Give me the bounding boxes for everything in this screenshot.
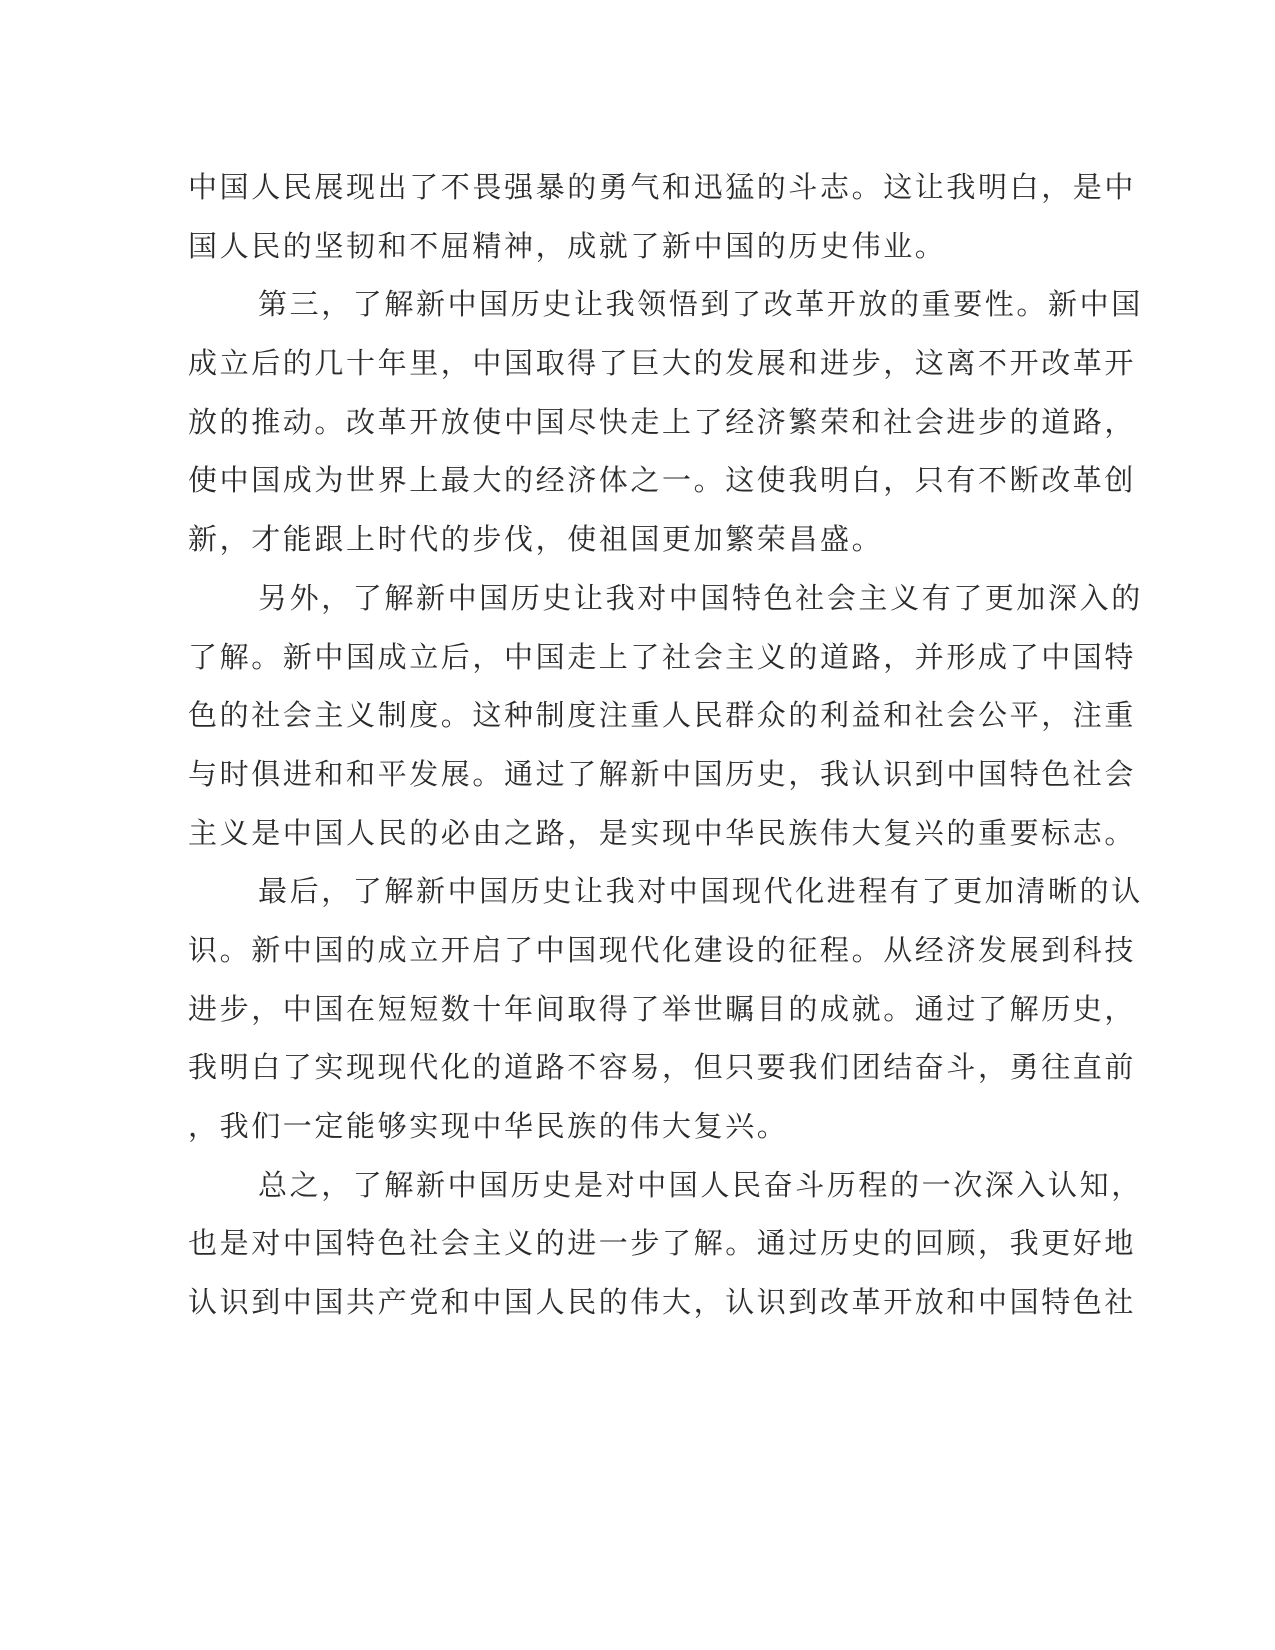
text-line: 我明白了实现现代化的道路不容易，但只要我们团结奋斗，勇往直前: [188, 1050, 1137, 1085]
text-line: 新，才能跟上时代的步伐，使祖国更加繁荣昌盛。: [188, 522, 884, 557]
text-line: 放的推动。改革开放使中国尽快走上了经济繁荣和社会进步的道路，: [188, 404, 1137, 439]
paragraph-start-line: 另外，了解新中国历史让我对中国特色社会主义有了更加深入的: [258, 580, 1143, 615]
text-line: 也是对中国特色社会主义的进一步了解。通过历史的回顾，我更好地: [188, 1226, 1137, 1261]
text-line: 识。新中国的成立开启了中国现代化建设的征程。从经济发展到科技: [188, 932, 1137, 967]
text-line: 了解。新中国成立后，中国走上了社会主义的道路，并形成了中国特: [188, 639, 1137, 674]
text-line: 主义是中国人民的必由之路，是实现中华民族伟大复兴的重要标志。: [188, 815, 1137, 850]
text-line: ，我们一定能够实现中华民族的伟大复兴。: [188, 1109, 789, 1143]
paragraph-start-line: 第三，了解新中国历史让我领悟到了改革开放的重要性。新中国: [258, 287, 1143, 322]
text-line: 成立后的几十年里，中国取得了巨大的发展和进步，这离不开改革开: [188, 346, 1137, 381]
text-line: 使中国成为世界上最大的经济体之一。这使我明白，只有不断改革创: [188, 463, 1137, 498]
text-line: 国人民的坚韧和不屈精神，成就了新中国的历史伟业。: [188, 228, 947, 263]
text-line: 认识到中国共产党和中国人民的伟大，认识到改革开放和中国特色社: [188, 1285, 1137, 1320]
text-line: 中国人民展现出了不畏强暴的勇气和迅猛的斗志。这让我明白，是中: [188, 170, 1137, 204]
text-line: 进步，中国在短短数十年间取得了举世瞩目的成就。通过了解历史，: [188, 991, 1137, 1026]
paragraph-start-line: 最后，了解新中国历史让我对中国现代化进程有了更加清晰的认: [258, 874, 1143, 909]
text-line: 色的社会主义制度。这种制度注重人民群众的利益和社会公平，注重: [188, 698, 1137, 733]
paragraph-start-line: 总之，了解新中国历史是对中国人民奋斗历程的一次深入认知，: [258, 1167, 1143, 1202]
body-text: [188, 158, 1143, 1332]
text-line: 与时俱进和和平发展。通过了解新中国历史，我认识到中国特色社会: [188, 756, 1137, 791]
